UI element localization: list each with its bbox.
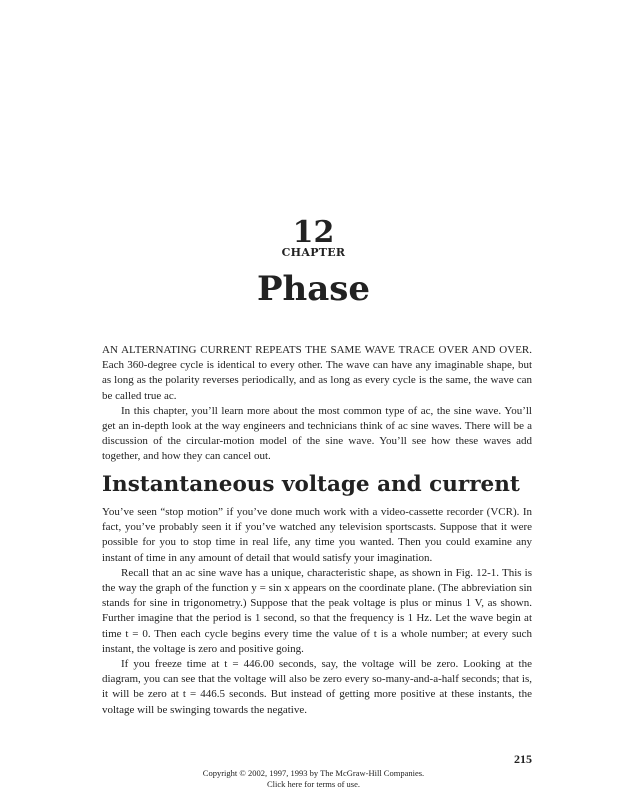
section-paragraph-3: If you freeze time at t = 446.00 seconds, say, the voltage will be zero. Looking at the diagram, you can see that the voltage will also be zero every so-many-and-a-half seconds; that is, it will be zero at t = 446.5 seconds. But instead of getting more positive at these instants, the voltage will be swinging towards the negative.	[102, 658, 532, 716]
section-text	[102, 505, 532, 718]
intro-text	[102, 343, 532, 465]
chapter-number: 12	[292, 215, 335, 250]
section-heading: Instantaneous voltage and current	[102, 472, 520, 497]
terms-link[interactable]: Click here for terms of use.	[267, 779, 360, 789]
copyright-notice: Copyright © 2002, 1997, 1993 by The McGraw-Hill Companies.	[202, 768, 425, 778]
section-paragraph-2: Recall that an ac sine wave has a unique, characteristic shape, as shown in Fig. 12-1. This is the way the graph of the function y = sin x appears on the coordinate plane. (The abbreviation sin stands for sine in trigonometry.) Suppose that the peak voltage is plus or minus 1 V, as shown. Further imagine that the period is 1 second, so that the frequency is 1 Hz. Let the wave begin at time t = 0. Then each cycle begins every time the value of t is a whole number; at every such instant, the voltage is zero and positive going.	[102, 566, 532, 655]
footer	[0, 768, 627, 790]
page-number: 215	[514, 752, 532, 766]
chapter-title: Phase	[256, 269, 371, 309]
intro-paragraph-2: In this chapter, you’ll learn more about the most common type of ac, the sine wave. You’ll get an in-depth look at the way engineers and technicians think of ac sine waves. There will be a discussion of the circular-motion model of the sine wave. You’ll see how these waves add together, and how they can cancel out.	[102, 404, 532, 463]
chapter-label: CHAPTER	[281, 246, 346, 259]
section-paragraph-1: You’ve seen “stop motion” if you’ve done much work with a video-cassette recorder (VCR). In fact, you’ve probably seen it if you’ve watched any television sportscasts. Suppose that it were possible for you to stop time in real life, any time you wanted. Then you could examine any instant of time in any amount of detail that would satisfy your imagination.	[102, 506, 532, 564]
intro-paragraph-1: AN ALTERNATING CURRENT REPEATS THE SAME WAVE TRACE OVER AND OVER. Each 360-degree cycle is identical to every other. The wave can have any imaginable shape, but as long as the polarity reverses periodically, and as long as every cycle is the same, the wave can be called true ac.	[102, 344, 532, 402]
